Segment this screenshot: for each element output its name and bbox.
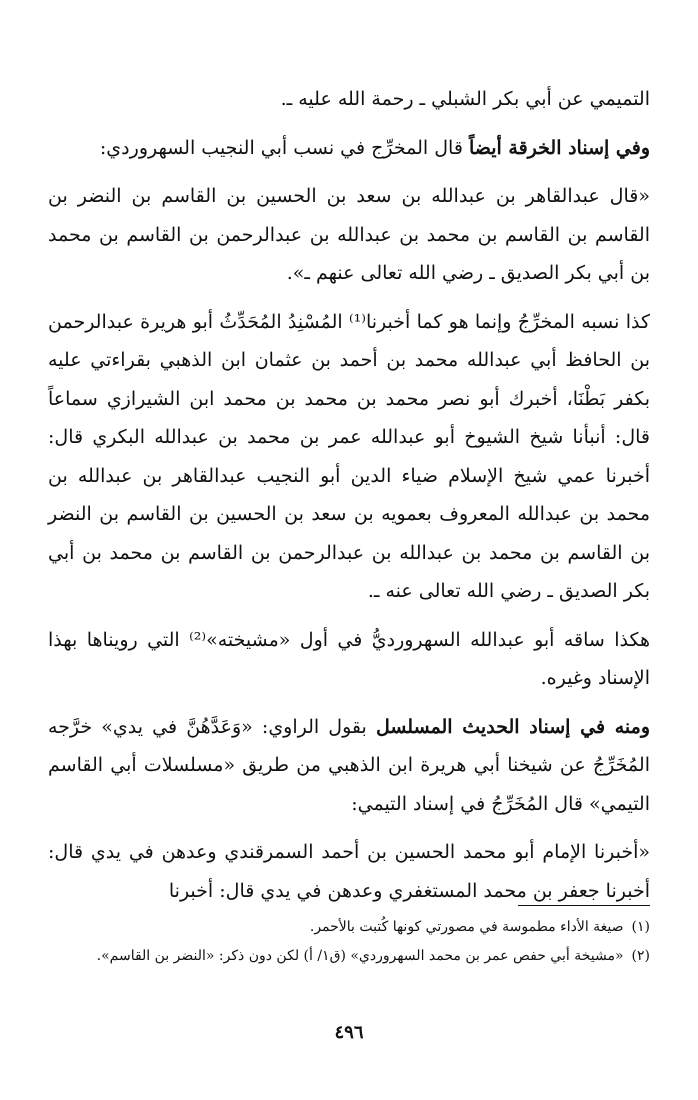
page-number: ٤٩٦ [334,1022,364,1043]
paragraph-2-text: قال المخرِّج في نسب أبي النجيب السهروردي: [99,136,469,159]
footnote-2 [48,943,650,970]
paragraph-6 [48,708,650,824]
paragraph-3: «قال عبدالقاهر بن عبدالله بن سعد بن الحسين بن القاسم بن النضر بن القاسم بن القاسم بن محمد بن عبدالله بن عبدالرحمن بن القاسم بن محمد بن أبي بكر الصديق ـ رضي الله تعالى عنهم ـ». [48,185,650,284]
footnote-text: «مشيخة أبي حفص عمر بن محمد السهروردي» (ق١/ أ) لكن دون ذكر: «النضر بن القاسم». [96,948,624,964]
footnote-1 [48,914,650,941]
paragraph-6-text: بقول الراوي: «وَعَدَّهُنَّ في يدي» خرَّجه المُخَرِّجُ عن شيخنا أبي هريرة ابن الذهبي من طريق «مسلسلات أبي القاسم التيمي» قال المُخَرِّجُ في إسناد التيمي: [48,715,650,815]
paragraph-7: «أخبرنا الإمام أبو محمد الحسين بن أحمد السمرقندي وعدهن في يدي قال: أخبرنا جعفر بن محمد المستغفري وعدهن في يدي قال: أخبرنا [48,841,650,902]
main-text [48,80,650,910]
paragraph-5: هكذا ساقه أبو عبدالله السهرورديُّ في أول «مشيخته»⁽²⁾ التي رويناها بهذا الإسناد وغيره. [48,628,650,689]
footnote-text: صيغة الأداء مطموسة في مصورتي كونها كُتبت بالأحمر. [309,919,624,935]
paragraph-4: كذا نسبه المخرِّجُ وإنما هو كما أخبرنا⁽¹⁾ المُسْنِدُ المُحَدِّثُ أبو هريرة عبدالرحمن بن الحافظ أبي عبدالله محمد بن أحمد بن عثمان ابن الذهبي بقراءتي عليه بكفر بَطْنَا، أخبرك أبو نصر محمد بن محمد بن محمد ابن الشيرازي سماعاً قال: أنبأنا شيخ الشيوخ أبو عبدالله عمر بن محمد بن عبدالله البكري قال: أخبرنا عمي شيخ الإسلام ضياء الدين أبو النجيب عبدالقاهر بن عبدالله بن محمد بن عبدالله المعروف بعمويه بن سعد بن الحسين بن القاسم بن النضر بن القاسم بن محمد بن عبدالله بن عبدالرحمن بن القاسم بن محمد بن أبي بكر الصديق ـ رضي الله تعالى عنه ـ. [48,310,650,602]
heading-lead: ومنه في إسناد الحديث المسلسل [375,715,650,738]
footnote-divider [518,905,650,906]
heading-lead: وفي إسناد الخرقة أيضاً [468,136,650,159]
paragraph-1: التميمي عن أبي بكر الشبلي ـ رحمة الله عليه ـ. [280,88,650,110]
footnotes [48,905,650,972]
footnote-number: (١) [631,919,650,935]
footnote-number: (٢) [631,948,650,964]
paragraph-2 [48,129,650,168]
